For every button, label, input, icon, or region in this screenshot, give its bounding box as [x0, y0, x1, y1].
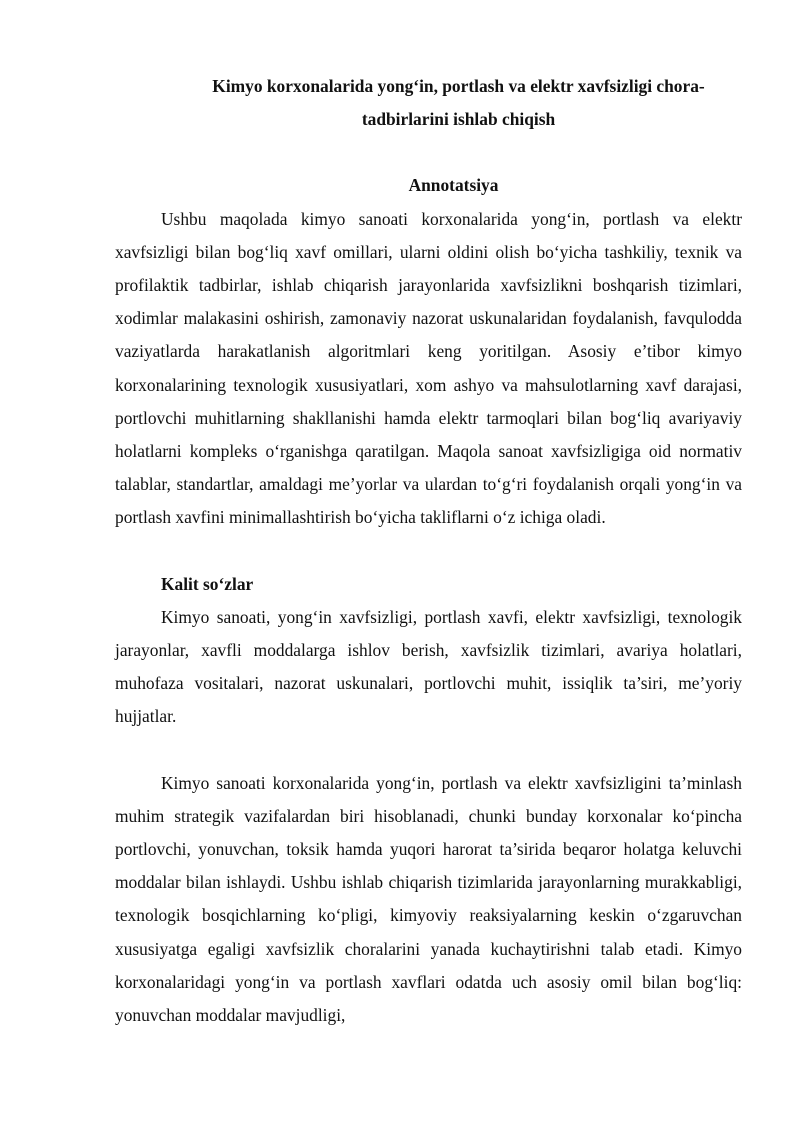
abstract-text: Ushbu maqolada kimyo sanoati korxonalarida yong‘in, portlash va elektr xavfsizligi bilan bog‘liq xavf omillari, ularni oldini olish bo‘yicha tashkiliy, texnik va profilaktik tadbirlar, ishlab chiqarish jarayonlarida xavfsizlikni boshqarish tizimlari, xodimlar malakasini oshirish, zamonaviy nazorat uskunalaridan foydalanish, favqulodda vaziyatlarda harakatlanish algoritmlari keng yoritilgan. Asosiy e’tibor kimyo korxonalarining texnologik xususiyatlari, xom ashyo va mahsulotlarning xavf darajasi, portlovchi muhitlarning shakllanishi hamda elektr tarmoqlari bilan bog‘liq avariyaviy holatlarni kompleks o‘rganishga qaratilgan. Maqola sanoat xavfsizligiga oid normativ talablar, standartlar, amaldagi me’yorlar va ulardan to‘g‘ri foydalanish orqali yong‘in va portlash xavfini minimallashtirish bo‘yicha takliflarni o‘z ichiga oladi. — [115, 208, 742, 528]
paper-title-line-2: tadbirlarini ishlab chiqish — [361, 109, 556, 130]
keywords-heading: Kalit so‘zlar — [161, 573, 254, 594]
body-paragraph-1: Kimyo sanoati korxonalarida yong‘in, portlash va elektr xavfsizligini ta’minlash muhim strategik vazifalardan biri hisoblanadi, chunki bunday korxonalar ko‘pincha portlovchi, yonuvchan, toksik hamda yuqori harorat ta’sirida beqaror holatga keluvchi moddalar bilan ishlaydi. Ushbu ishlab chiqarish tizimlarida jarayonlarning murakkabligi, texnologik bosqichlarning ko‘pligi, kimyoviy reaksiyalarning keskin o‘zgaruvchan xususiyatga egaligi xavfsizlik choralarini yanada kuchaytirishni talab etadi. Kimyo korxonalaridagi yong‘in va portlash xavflari odatda uch asosiy omil bilan bog‘liq: yonuvchan moddalar mavjudligi, — [115, 772, 742, 1026]
document-page — [115, 70, 742, 1032]
keywords-text: Kimyo sanoati, yong‘in xavfsizligi, portlash xavfi, elektr xavfsizligi, texnologik jarayonlar, xavfli moddalarga ishlov berish, xavfsizlik tizimlari, avariya holatlari, muhofaza vositalari, nazorat uskunalari, portlovchi muhit, issiqlik ta’siri, me’yoriy hujjatlar. — [115, 606, 742, 727]
paper-title-line-1: Kimyo korxonalarida yong‘in, portlash va elektr xavfsizligi chora- — [212, 76, 705, 96]
paper-title — [115, 70, 742, 136]
abstract-heading: Annotatsiya — [408, 175, 499, 196]
